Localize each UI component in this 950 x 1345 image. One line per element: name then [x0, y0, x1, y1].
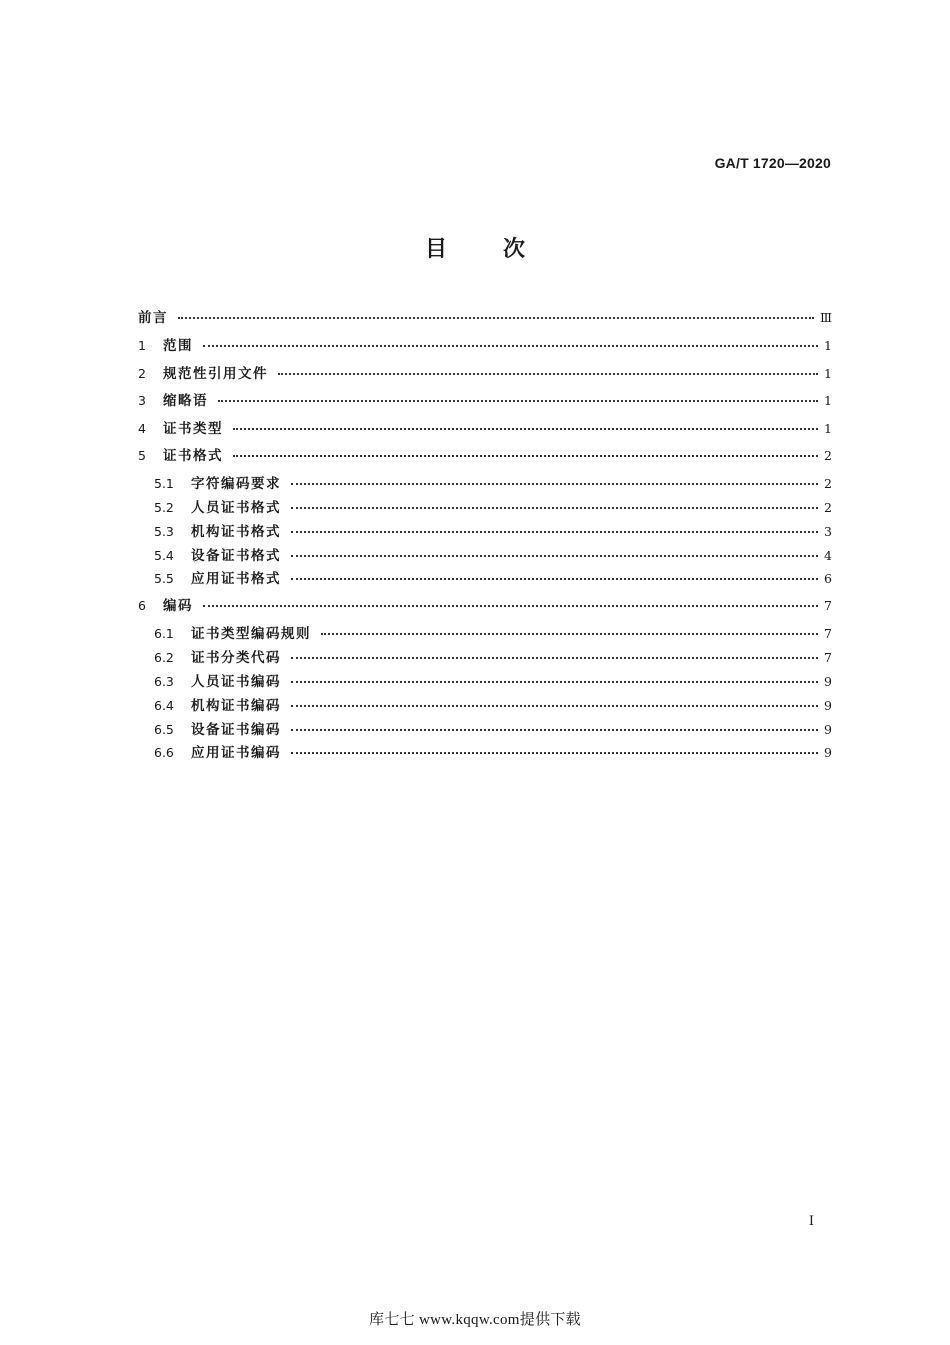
toc-entry-label: 设备证书编码 — [191, 722, 281, 738]
toc-entry-number: 2 — [138, 366, 146, 381]
toc-entry-number: 3 — [138, 393, 146, 408]
toc-entry-number: 6.6 — [154, 745, 174, 760]
toc-entry-label: 前言 — [138, 310, 168, 326]
toc-entry-number: 5.4 — [154, 548, 174, 563]
toc-entry-abbreviations[interactable] — [138, 391, 832, 411]
toc-entry-label: 机构证书编码 — [191, 698, 281, 714]
toc-entry-page: 9 — [824, 745, 832, 760]
toc-entry-5-3[interactable] — [154, 522, 832, 542]
toc-entry-label: 证书类型 — [163, 421, 223, 437]
toc-entry-5-2[interactable] — [154, 498, 832, 518]
toc-entry-5-5[interactable] — [154, 569, 832, 589]
toc-entry-page: Ⅲ — [819, 310, 832, 325]
toc-entry-page: 1 — [824, 393, 832, 408]
toc-entry-label: 应用证书编码 — [191, 745, 281, 761]
toc-entry-6-2[interactable] — [154, 648, 832, 668]
toc-entry-number: 6 — [138, 598, 146, 613]
dot-leader — [203, 605, 818, 607]
dot-leader — [278, 373, 818, 375]
dot-leader — [291, 531, 818, 533]
toc-entry-number: 1 — [138, 338, 146, 353]
toc-entry-encoding[interactable] — [138, 596, 832, 616]
toc-entry-number: 5.5 — [154, 571, 174, 586]
toc-entry-number: 5.3 — [154, 524, 174, 539]
toc-title: 目次 — [424, 237, 581, 262]
toc-entry-number: 6.1 — [154, 626, 174, 641]
toc-entry-page: 1 — [824, 366, 832, 381]
toc-entry-label: 范围 — [163, 338, 193, 354]
toc-entry-scope[interactable] — [138, 336, 832, 356]
dot-leader — [321, 633, 818, 635]
dot-leader — [291, 507, 818, 509]
toc-entry-label: 证书格式 — [163, 448, 223, 464]
toc-entry-page: 3 — [824, 524, 832, 539]
download-footer: 库七七 www.kqqw.com提供下载 — [369, 1312, 581, 1328]
toc-entry-number: 6.4 — [154, 698, 174, 713]
toc-entry-label: 证书类型编码规则 — [191, 626, 311, 642]
toc-entry-page: 1 — [824, 338, 832, 353]
standard-code: GA/T 1720—2020 — [714, 155, 831, 171]
toc-entry-page: 9 — [824, 674, 832, 689]
toc-entry-label: 人员证书格式 — [191, 500, 281, 516]
dot-leader — [291, 657, 818, 659]
dot-leader — [291, 729, 818, 731]
toc-entry-certificate-types[interactable] — [138, 419, 832, 439]
toc-entry-page: 7 — [824, 598, 832, 613]
dot-leader — [291, 555, 818, 557]
toc-entry-label: 编码 — [163, 598, 193, 614]
toc-entry-page: 7 — [824, 626, 832, 641]
toc-entry-page: 7 — [824, 650, 832, 665]
toc-entry-label: 字符编码要求 — [191, 476, 281, 492]
dot-leader — [203, 345, 818, 347]
toc-entry-normative-references[interactable] — [138, 364, 832, 384]
dot-leader — [233, 428, 818, 430]
dot-leader — [178, 317, 814, 319]
dot-leader — [233, 455, 818, 457]
toc-entry-5-4[interactable] — [154, 546, 832, 566]
toc-entry-6-5[interactable] — [154, 720, 832, 740]
toc-entry-certificate-format[interactable] — [138, 446, 832, 466]
toc-entry-number: 5 — [138, 448, 146, 463]
toc-entry-label: 证书分类代码 — [191, 650, 281, 666]
toc-entry-page: 2 — [824, 448, 832, 463]
toc-entry-label: 机构证书格式 — [191, 524, 281, 540]
toc-entry-number: 5.2 — [154, 500, 174, 515]
toc-entry-label: 缩略语 — [163, 393, 208, 409]
toc-entry-number: 5.1 — [154, 476, 174, 491]
toc-entry-page: 9 — [824, 722, 832, 737]
toc-entry-page: 4 — [824, 548, 832, 563]
dot-leader — [291, 681, 818, 683]
toc-entry-6-1[interactable] — [154, 624, 832, 644]
page-number: I — [808, 1214, 814, 1229]
toc-entry-label: 应用证书格式 — [191, 571, 281, 587]
dot-leader — [291, 752, 818, 754]
toc-entry-5-1[interactable] — [154, 474, 832, 494]
toc-entry-page: 1 — [824, 421, 832, 436]
toc-entry-page: 9 — [824, 698, 832, 713]
toc-entry-label: 设备证书格式 — [191, 548, 281, 564]
dot-leader — [291, 705, 818, 707]
toc-entry-number: 6.2 — [154, 650, 174, 665]
toc-entry-page: 2 — [824, 476, 832, 491]
toc-entry-number: 6.5 — [154, 722, 174, 737]
toc-entry-label: 人员证书编码 — [191, 674, 281, 690]
dot-leader — [291, 578, 818, 580]
toc-entry-foreword[interactable] — [138, 308, 832, 328]
toc-entry-number: 6.3 — [154, 674, 174, 689]
dot-leader — [291, 483, 818, 485]
toc-entry-6-6[interactable] — [154, 743, 832, 763]
dot-leader — [218, 400, 818, 402]
toc-entry-page: 2 — [824, 500, 832, 515]
toc-entry-page: 6 — [824, 571, 832, 586]
toc-entry-number: 4 — [138, 421, 146, 436]
toc-entry-6-4[interactable] — [154, 696, 832, 716]
toc-entry-6-3[interactable] — [154, 672, 832, 692]
toc-entry-label: 规范性引用文件 — [163, 366, 268, 382]
